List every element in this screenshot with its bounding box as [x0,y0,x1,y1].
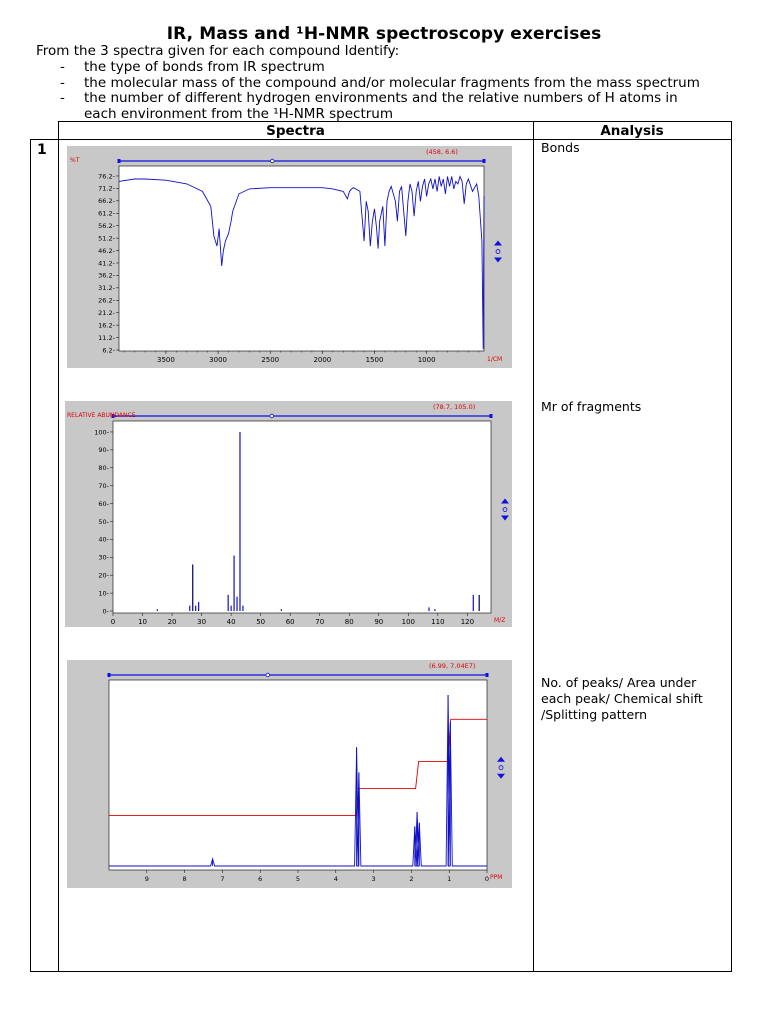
nmr-cursor-handle-left [108,673,111,677]
list-item: - the type of bonds from IR spectrum [60,60,700,76]
ir-y-unit-label: %T [70,157,80,164]
ir-y-tick-label: 76.2- [98,172,115,181]
ms-x-unit-label: M/Z [494,617,506,624]
ms-x-tick-label: 10 [138,618,147,626]
ms-x-tick-label: 0 [110,618,116,626]
ir-y-tick-label: 56.2- [98,221,115,230]
ir-cursor-handle-left [118,159,121,163]
ir-zoom-up-icon [494,241,502,246]
ms-y-tick-label: 100- [94,428,109,437]
ir-x-tick-label: 3500 [157,356,175,364]
header-analysis: Analysis [600,123,664,139]
ir-y-tick-label: 11.2- [98,333,115,342]
ms-x-tick-label: 110 [431,618,445,626]
ir-x-tick-label: 1000 [417,356,436,364]
nmr-zoom-reset-icon [499,766,503,770]
ir-y-tick-label: 6.2- [102,346,115,355]
nmr-x-tick-label: 5 [295,875,301,883]
ir-y-tick-label: 61.2- [98,209,115,218]
nmr-x-tick-label: 2 [409,875,414,883]
ms-zoom-down-icon [501,516,509,521]
ms-y-tick-label: 30- [98,553,109,562]
header-spectra: Spectra [266,123,325,139]
ms-x-tick-label: 60 [285,618,295,626]
ms-x-tick-label: 20 [167,618,177,626]
mass-spectrum-panel [65,401,512,627]
nmr-x-tick-label: 7 [220,875,225,883]
analysis-bonds: Bonds [541,140,580,155]
list-item-continuation: each environment from the ¹H-NMR spectrum [84,105,394,122]
nmr-zoom-up-icon [497,757,505,762]
ms-x-tick-label: 120 [460,618,475,626]
nmr-x-tick-label: 3 [371,875,376,883]
table-border-top [58,121,732,122]
nmr-x-tick-label: 1 [447,875,452,883]
ms-zoom-reset-icon [503,508,507,512]
ir-x-tick-label: 1500 [365,356,384,364]
mass-spectrum-chart [65,401,512,627]
ir-cursor-handle-right [483,159,486,163]
nmr-x-tick-label: 4 [333,875,338,883]
nmr-cursor-handle-right [486,673,489,677]
ms-y-tick-label: 80- [98,464,109,473]
ms-cursor-handle-right [490,414,493,418]
ms-plot-area [113,421,491,613]
nmr-spectrum-chart [67,660,512,888]
ir-spectrum-panel [67,146,512,368]
page-title: IR, Mass and ¹H-NMR spectroscopy exercises [166,24,602,44]
intro-text: From the 3 spectra given for each compound Identify: [36,43,400,59]
ms-x-tick-label: 30 [197,618,207,626]
ms-y-tick-label: 90- [98,446,109,455]
ms-x-tick-label: 80 [344,618,354,626]
list-item: - the number of different hydrogen environments and the relative numbers of H atoms in [60,91,700,107]
ir-y-tick-label: 66.2- [98,197,115,206]
analysis-nmr: No. of peaks/ Area under each peak/ Chemical shift /Splitting pattern [541,675,703,722]
ms-y-unit-label: RELATIVE ABUNDANCE [67,412,136,419]
ir-zoom-reset-icon [496,250,500,254]
ms-readout: (78.7, 105.0) [433,403,476,411]
ms-x-tick-label: 40 [226,618,236,626]
ir-y-tick-label: 31.2- [98,284,115,293]
nmr-x-tick-label: 8 [182,875,187,883]
table-border-left [30,139,31,972]
ms-y-tick-label: 70- [98,481,109,490]
table-border-right [731,121,732,972]
nmr-x-tick-label: 9 [144,875,149,883]
ms-y-tick-label: 20- [98,571,109,580]
ir-y-tick-label: 71.2- [98,184,115,193]
ms-cursor-center [270,414,274,418]
ms-x-tick-label: 50 [256,618,266,626]
ir-plot-area [119,166,484,351]
nmr-plot-area [109,680,487,870]
ms-x-tick-label: 100 [401,618,415,626]
ir-y-tick-label: 36.2- [98,271,115,280]
ir-x-tick-label: 2000 [313,356,332,364]
ir-y-tick-label: 26.2- [98,296,115,305]
ir-y-tick-label: 41.2- [98,259,115,268]
nmr-x-tick-label: 6 [258,875,263,883]
row-number: 1 [37,142,47,158]
nmr-x-tick-label: 0 [484,875,490,883]
analysis-fragments: Mr of fragments [541,399,642,414]
ms-x-tick-label: 90 [374,618,384,626]
ir-x-tick-label: 2500 [261,356,280,364]
ms-y-tick-label: 60- [98,499,109,508]
nmr-spectrum-panel [67,660,512,888]
ir-zoom-down-icon [494,258,502,263]
ir-y-tick-label: 21.2- [98,309,115,318]
instruction-list [60,60,700,122]
ir-x-tick-label: 3000 [209,356,227,364]
table-border-bottom [30,971,732,972]
ms-y-tick-label: 50- [98,517,109,526]
ir-y-tick-label: 16.2- [98,321,115,330]
ir-spectrum-chart [67,146,512,368]
nmr-x-unit-label: PPM [490,874,503,881]
nmr-readout: (6.99, 7.04E7) [429,662,476,670]
list-item: - the molecular mass of the compound and/or molecular fragments from the mass spectrum [60,76,700,92]
ms-y-tick-label: 10- [98,589,109,598]
ms-x-tick-label: 70 [315,618,325,626]
nmr-cursor-center [266,673,270,677]
nmr-zoom-down-icon [497,774,505,779]
ir-readout: (458, 6.6) [426,148,458,156]
ir-y-tick-label: 46.2- [98,246,115,255]
ir-x-unit-label: 1/CM [487,356,503,363]
ir-y-tick-label: 51.2- [98,234,115,243]
table-divider-1 [58,121,59,972]
table-divider-2 [533,121,534,972]
ms-y-tick-label: 40- [98,535,109,544]
ir-cursor-center [271,159,275,163]
ms-zoom-up-icon [501,499,509,504]
ms-y-tick-label: 0- [102,607,109,616]
